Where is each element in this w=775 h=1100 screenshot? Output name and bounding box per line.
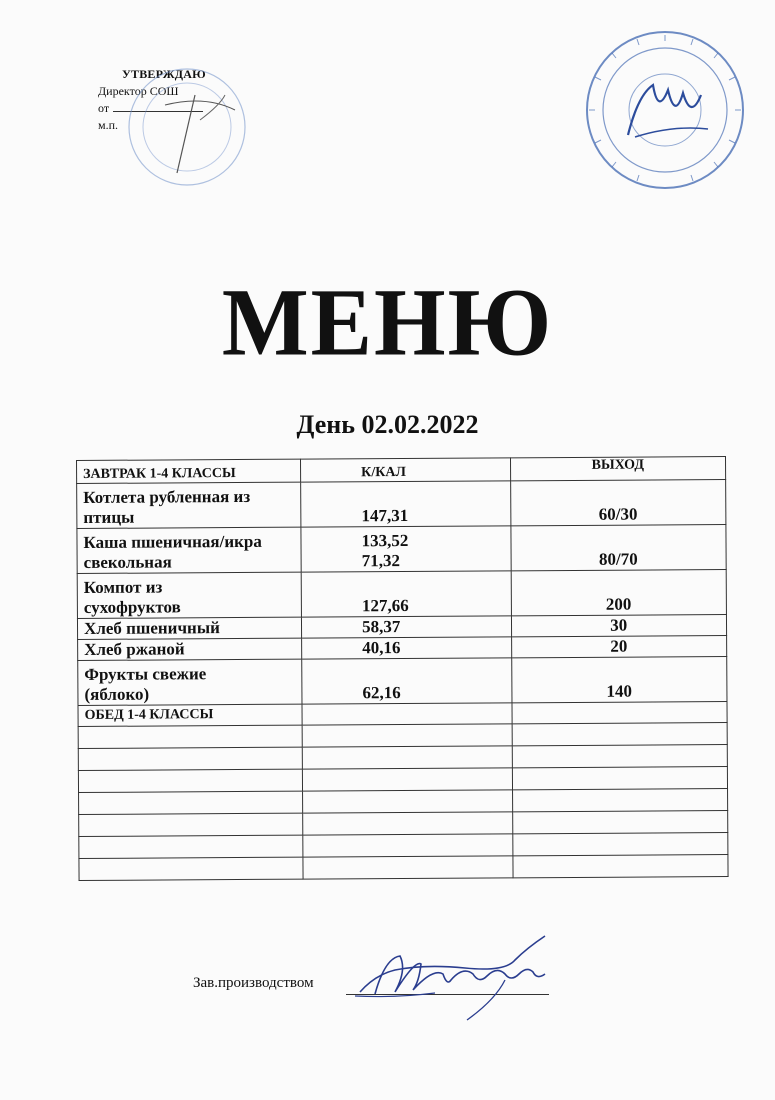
empty-cell [512, 702, 728, 724]
approval-title: УТВЕРЖДАЮ [122, 67, 206, 81]
page-title: МЕНЮ [221, 268, 554, 376]
section-lunch-label: ОБЕД 1-4 КЛАССЫ [78, 704, 302, 726]
dish-kcal: 147,31 [301, 481, 511, 527]
table-row [77, 525, 726, 574]
dish-name: Хлеб пшеничный [77, 617, 301, 639]
handwritten-signature [355, 930, 565, 1025]
dish-kcal: 40,16 [302, 637, 512, 659]
header-output: ВЫХОД [510, 457, 726, 481]
dish-name: Фрукты свежие (яблоко) [78, 659, 302, 705]
empty-cell [302, 703, 512, 725]
menu-date: День 02.02.2022 [296, 410, 479, 439]
empty-row [79, 855, 728, 881]
approval-date-label: от [98, 100, 298, 117]
approval-director: Директор СОШ [98, 84, 179, 98]
round-stamp-left [125, 65, 250, 190]
dish-output: 20 [511, 636, 727, 658]
footer-label: Зав.производством [193, 975, 314, 991]
table-row [77, 570, 726, 619]
dish-name: Хлеб ржаной [78, 638, 302, 660]
dish-kcal: 133,52 71,32 [301, 526, 511, 572]
menu-table [76, 456, 729, 881]
header-kcal: К/КАЛ [301, 458, 511, 482]
dish-name: Компот из сухофруктов [77, 572, 301, 618]
dish-output: 80/70 [510, 525, 726, 571]
table-row [77, 480, 726, 529]
round-stamp-right [583, 25, 748, 195]
dish-name: Котлета рубленная из птицы [77, 482, 301, 528]
dish-output: 30 [511, 615, 727, 637]
dish-output: 140 [511, 657, 727, 703]
header-meal: ЗАВТРАК 1-4 КЛАССЫ [77, 459, 301, 483]
approval-seal-label: м.п. [98, 118, 119, 132]
table-row [78, 657, 727, 706]
dish-output: 200 [511, 570, 727, 616]
dish-kcal: 58,37 [302, 616, 512, 638]
dish-kcal: 127,66 [301, 571, 511, 617]
dish-kcal: 62,16 [302, 658, 512, 704]
dish-output: 60/30 [510, 480, 726, 526]
dish-name: Каша пшеничная/икра свекольная [77, 527, 301, 573]
